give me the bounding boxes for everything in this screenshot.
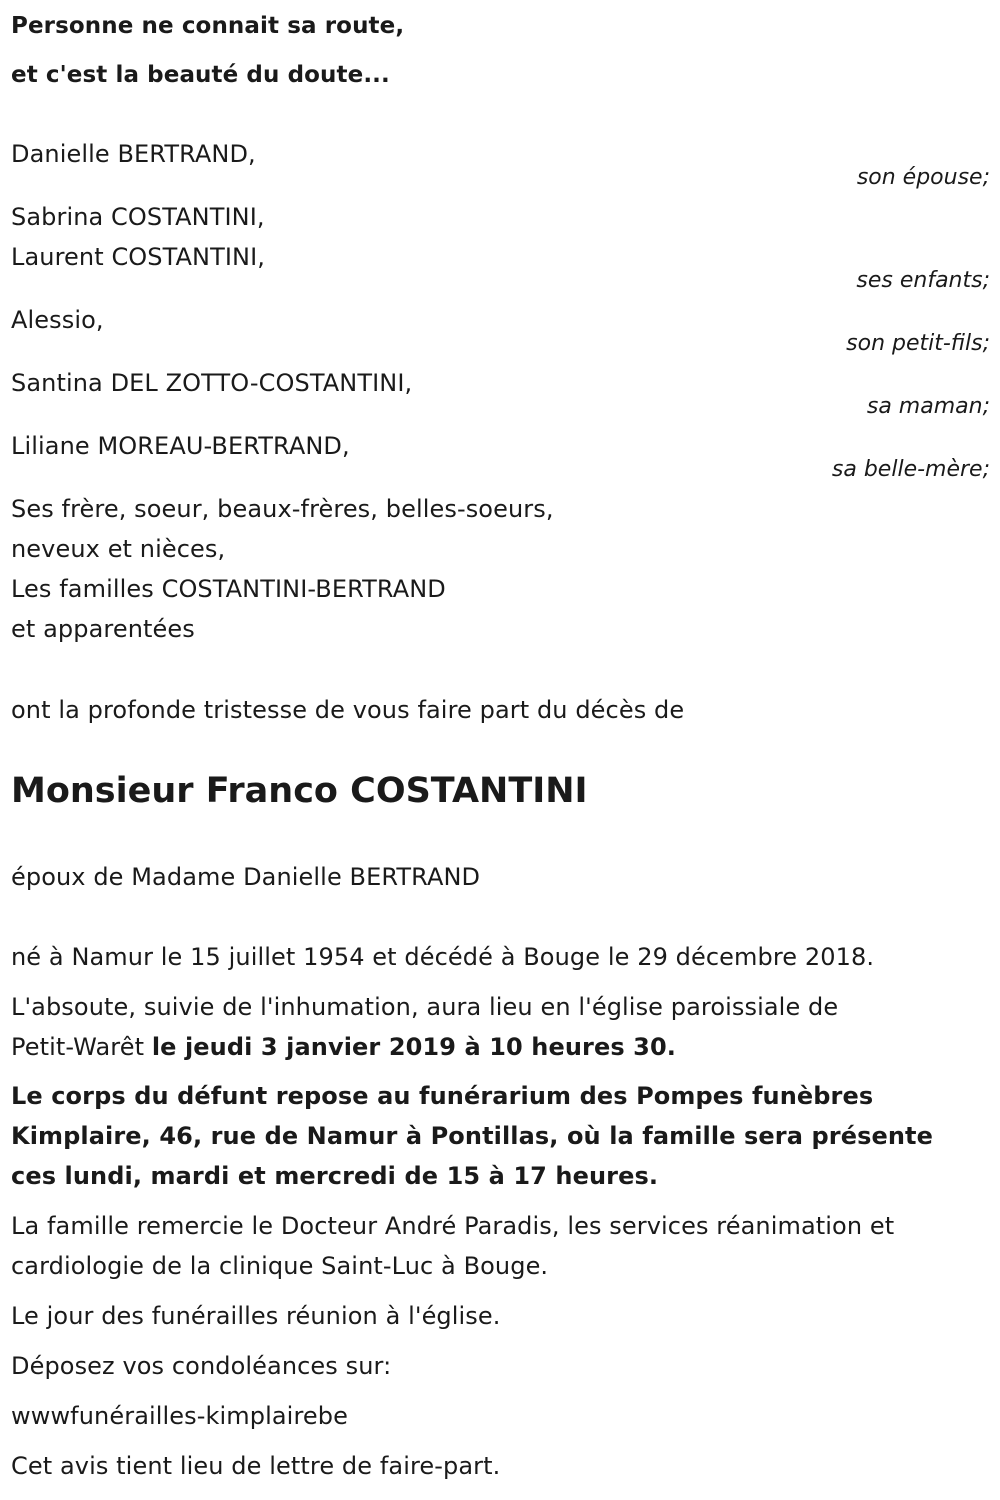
others-line-2: neveux et nièces, [11, 535, 226, 563]
thanks-line-2: cardiologie de la clinique Saint-Luc à Bouge. [11, 1252, 549, 1280]
others-line-4: et apparentées [11, 615, 195, 643]
child-2-name: Laurent COSTANTINI, [11, 243, 265, 271]
funerarium-line-1: Le corps du défunt repose au funérarium des Pompes funèbres [11, 1082, 874, 1110]
grandson-relation: son petit-fils; [846, 331, 990, 356]
condolences-website: wwwfunérailles-kimplairebe [11, 1402, 348, 1430]
grandson-name: Alessio, [11, 306, 104, 334]
quote-line-1: Personne ne connait sa route, [11, 13, 405, 39]
mother-in-law-name: Liliane MOREAU-BERTRAND, [11, 432, 350, 460]
quote-line-2: et c'est la beauté du doute... [11, 62, 390, 88]
meeting-text: Le jour des funérailles réunion à l'église. [11, 1302, 501, 1330]
ceremony-place: Petit-Warêt [11, 1033, 152, 1061]
child-1-name: Sabrina COSTANTINI, [11, 203, 265, 231]
funerarium-line-3: ces lundi, mardi et mercredi de 15 à 17 heures. [11, 1162, 659, 1190]
spouse-name: Danielle BERTRAND, [11, 140, 256, 168]
thanks-line-1: La famille remercie le Docteur André Paradis, les services réanimation et [11, 1212, 895, 1240]
spouse-relation: son épouse; [856, 165, 990, 190]
others-line-1: Ses frère, soeur, beaux-frères, belles-soeurs, [11, 495, 554, 523]
funerarium-line-2: Kimplaire, 46, rue de Namur à Pontillas, où la famille sera présente [11, 1122, 933, 1150]
ceremony-date: le jeudi 3 janvier 2019 à 10 heures 30. [151, 1033, 677, 1061]
mother-name: Santina DEL ZOTTO-COSTANTINI, [11, 369, 413, 397]
mother-relation: sa maman; [866, 394, 990, 419]
children-relation: ses enfants; [856, 268, 990, 293]
others-line-3: Les familles COSTANTINI-BERTRAND [11, 575, 446, 603]
ceremony-line-2 [11, 1031, 676, 1063]
condolences-label: Déposez vos condoléances sur: [11, 1352, 392, 1380]
mother-in-law-relation: sa belle-mère; [831, 457, 990, 482]
birth-death-text: né à Namur le 15 juillet 1954 et décédé à Bouge le 29 décembre 2018. [11, 943, 875, 971]
closing-text: Cet avis tient lieu de lettre de faire-part. [11, 1452, 501, 1480]
ceremony-line-1: L'absoute, suivie de l'inhumation, aura lieu en l'église paroissiale de [11, 993, 839, 1021]
deceased-name: Monsieur Franco COSTANTINI [11, 771, 588, 811]
spouse-of-text: époux de Madame Danielle BERTRAND [11, 863, 481, 891]
announcement-text: ont la profonde tristesse de vous faire part du décès de [11, 696, 685, 724]
